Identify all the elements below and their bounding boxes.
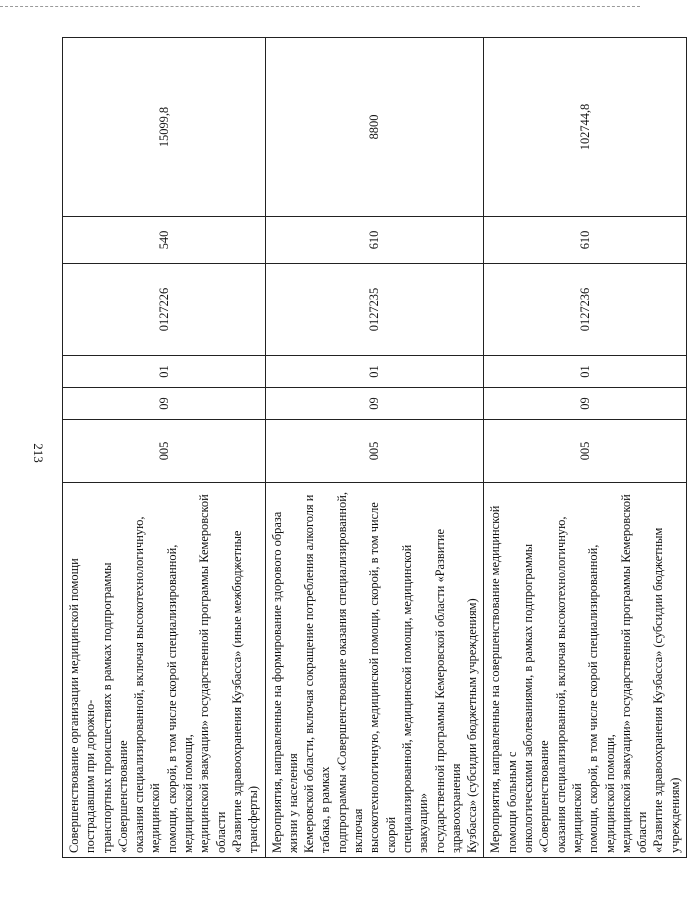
subsection-code: 01 [265, 356, 484, 388]
description-line: медицинской эвакуации» государственной программы Кемеровской области [197, 494, 228, 853]
budget-table [62, 37, 687, 858]
description-line: транспортных происшествиях в рамках подпрограммы «Совершенствование [99, 562, 130, 853]
description-line: помощи, скорой, в том числе скорой специализированной, медицинской помощи, [586, 544, 617, 853]
expense-type-code: 610 [484, 217, 687, 264]
rotated-page [62, 38, 682, 858]
description-line: высокотехнологичную, медицинской помощи, скорой, в том числе скорой [367, 502, 398, 853]
description-line: Мероприятия, направленные на формирование здорового образа жизни у населения [269, 511, 300, 853]
top-edge-rule [0, 6, 640, 7]
amount: 8800 [265, 38, 484, 217]
description-line: «Развитие здравоохранения Кузбасса» (иные межбюджетные трансферты) [229, 530, 261, 853]
page-number: 213 [31, 443, 46, 463]
section-code: 09 [484, 388, 687, 420]
row-description [265, 483, 484, 858]
description-line: оказания специализированной, включая высокотехнологичную, медицинской [132, 516, 163, 853]
subsection-code: 01 [63, 356, 266, 388]
table-row [265, 38, 484, 858]
ministry-code: 005 [265, 420, 484, 483]
description-line: Кемеровской области, включая сокращение потребления алкоголя и табака, в рамках [302, 494, 333, 853]
ministry-code: 005 [63, 420, 266, 483]
description-line: Кузбасса» (субсидии бюджетным учреждениям) [465, 598, 480, 853]
section-code: 09 [63, 388, 266, 420]
description-line: «Развитие здравоохранения Кузбасса» (субсидии бюджетным учреждениям) [651, 527, 682, 853]
section-code: 09 [265, 388, 484, 420]
description-line: онкологическими заболеваниями, в рамках подпрограммы «Совершенствование [521, 543, 552, 853]
row-description [484, 483, 687, 858]
target-code: 0127236 [484, 264, 687, 356]
description-line: государственной программы Кемеровской области «Развитие здравоохранения [432, 529, 463, 853]
description-line: Совершенствование организации медицинской помощи пострадавшим при дорожно- [67, 558, 98, 853]
description-line: медицинской эвакуации» государственной программы Кемеровской области [618, 494, 650, 853]
amount: 15099,8 [63, 38, 266, 217]
description-line: специализированной, медицинской помощи, медицинской эвакуации» [399, 544, 431, 853]
budget-table-sheet [62, 38, 682, 858]
row-description [63, 483, 266, 858]
table-row [63, 38, 266, 858]
description-line: подпрограммы «Совершенствование оказания специализированной, включая [334, 492, 366, 853]
description-line: Мероприятия, направленные на совершенствование медицинской помощи больным с [488, 505, 519, 853]
target-code: 0127235 [265, 264, 484, 356]
description-line: помощи, скорой, в том числе скорой специализированной, медицинской помощи, [164, 544, 196, 853]
subsection-code: 01 [484, 356, 687, 388]
target-code: 0127226 [63, 264, 266, 356]
description-line: оказания специализированной, включая высокотехнологичную, медицинской [553, 516, 584, 853]
amount: 102744,8 [484, 38, 687, 217]
expense-type-code: 540 [63, 217, 266, 264]
table-row [484, 38, 687, 858]
expense-type-code: 610 [265, 217, 484, 264]
ministry-code: 005 [484, 420, 687, 483]
